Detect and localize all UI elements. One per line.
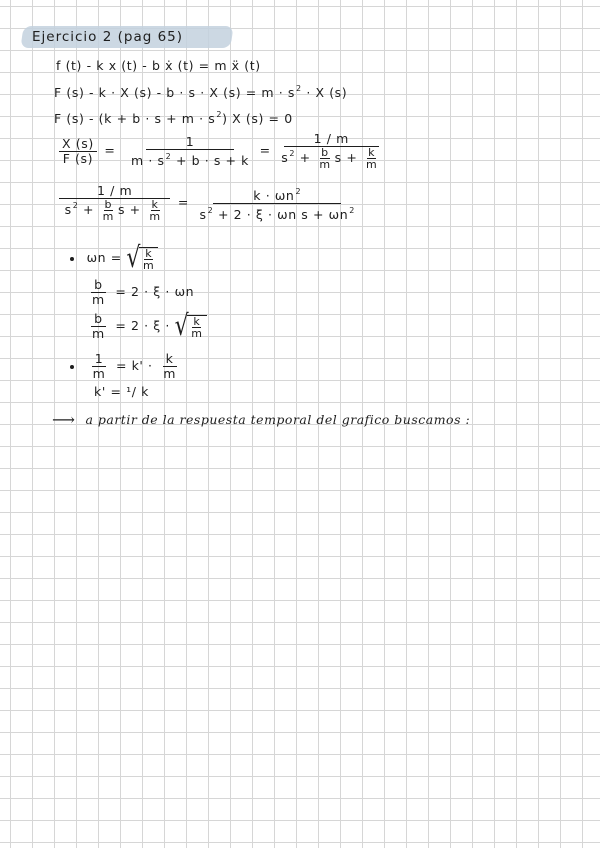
gain-result: k' = ¹/ k xyxy=(94,384,149,399)
tf-lhs-fraction: $\frac{X (s)}{F (s)}$ xyxy=(59,137,97,166)
gain-relation: $\frac{1}{m}$ = k' · $\frac{k}{m}$ xyxy=(70,352,182,381)
transfer-function: $\frac{X (s)}{F (s)}$ = $\frac{1}{m \cdot s^2 + b \cdot s + k}$ = 1 / m $s^2$ + $\frac{b}{m}$ s + $\frac{k}{m}$ xyxy=(56,132,387,170)
equation-laplace: F (s) - k · X (s) - b · s · X $(s) = m \cdot s^2 \cdot X$ (s) xyxy=(54,84,348,100)
equation-laplace-grouped: F $(s) - (k + b \cdot s + m \cdot s^2)$ X (s) = 0 xyxy=(54,110,293,126)
note-line xyxy=(52,410,470,429)
equation-newton: f (t) - k x (t) - b ẋ (t) = m ẍ (t) xyxy=(56,58,261,73)
damping-relation-sqrt: $\frac{b}{m}$ = 2 · ξ · √ $\frac{k}{m}$ xyxy=(86,312,207,341)
bullet-icon xyxy=(70,365,74,369)
arrow-right-icon: ⟶ xyxy=(52,410,76,429)
standard-form: 1 / m $s^2$ + $\frac{b}{m}$ s + $\frac{k}{m}$ = $\frac{k \cdot \omega n^2}{s^2 + 2 \cdot \xi \cdot \omega n s + \omega n^2}$ xyxy=(56,184,361,222)
exercise-title-block xyxy=(28,26,183,48)
damping-relation: $\frac{b}{m}$ = 2 · ξ · ωn xyxy=(92,277,195,307)
tf-mid-fraction: $\frac{1}{m \cdot s^2 + b \cdot s + k}$ xyxy=(131,133,250,168)
wn-definition: ωn = √ $\frac{k}{m}$ xyxy=(70,246,158,271)
tf-rhs-fraction: 1 / m $s^2$ + $\frac{b}{m}$ s + $\frac{k}{m}$ xyxy=(281,131,378,171)
sqrt-icon: √ $\frac{k}{m}$ xyxy=(126,246,158,271)
note-text: a partir de la respuesta temporal del grafico buscamos : xyxy=(85,412,471,427)
bullet-icon xyxy=(70,257,74,261)
exercise-title: Ejercicio 2 (pag 65) xyxy=(32,29,184,45)
std-lhs-fraction: 1 / m $s^2$ + $\frac{b}{m}$ s + $\frac{k}{m}$ xyxy=(59,184,170,222)
std-rhs-fraction: $\frac{k \cdot \omega n^2}{s^2 + 2 \cdot \xi \cdot \omega n s + \omega n^2}$ xyxy=(199,186,355,222)
sqrt-icon: √ $\frac{k}{m}$ xyxy=(175,314,207,339)
